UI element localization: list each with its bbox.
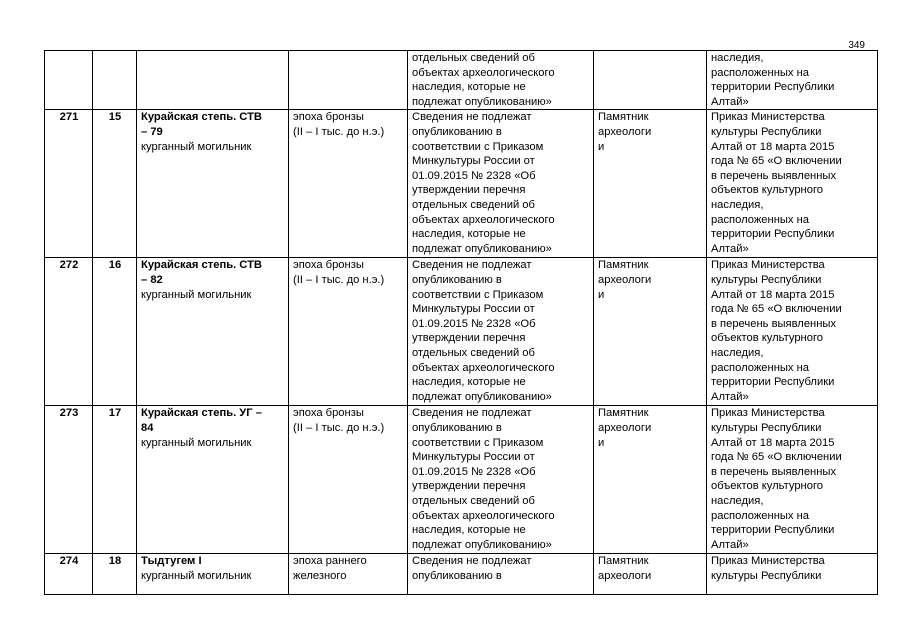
cell-address: отдельных сведений об объектах археологического наследия, которые не подлежат опубликованию»	[408, 51, 594, 110]
cell-ord: 17	[93, 406, 137, 554]
cell-no: 274	[45, 554, 93, 595]
cell-type: Памятник археологи и	[594, 406, 707, 554]
cell-name	[137, 51, 289, 110]
cell-name	[137, 110, 289, 258]
table-row	[45, 110, 878, 258]
monument-kind: курганный могильник	[141, 288, 252, 301]
monument-title: Курайская степь. СТВ – 79	[141, 111, 263, 138]
cell-address: Сведения не подлежат опубликованию в соответствии с Приказом Минкультуры России от 01.09.2015 № 2328 «Об утверждении перечня отдельных сведений об объектах археологического наследия, которые не подлежат опубликованию»	[408, 110, 594, 258]
page-number: 349	[848, 40, 865, 51]
cell-no: 271	[45, 110, 93, 258]
cell-address: Сведения не подлежат опубликованию в соответствии с Приказом Минкультуры России от 01.09.2015 № 2328 «Об утверждении перечня отдельных сведений об объектах археологического наследия, которые не подлежат опубликованию»	[408, 406, 594, 554]
table-row	[45, 406, 878, 554]
monument-kind: курганный могильник	[141, 569, 252, 582]
cell-name	[137, 406, 289, 554]
cell-type: Памятник археологи	[594, 554, 707, 595]
cell-no	[45, 51, 93, 110]
cell-dating	[289, 51, 408, 110]
heritage-registry-table	[44, 50, 878, 595]
cell-no: 272	[45, 258, 93, 406]
monument-kind: курганный могильник	[141, 140, 252, 153]
cell-document: наследия, расположенных на территории Республики Алтай»	[707, 51, 878, 110]
cell-ord: 16	[93, 258, 137, 406]
cell-ord: 15	[93, 110, 137, 258]
cell-address: Сведения не подлежат опубликованию в	[408, 554, 594, 595]
monument-title: Тыдтугем I	[141, 555, 202, 568]
cell-ord	[93, 51, 137, 110]
cell-document: Приказ Министерства культуры Республики Алтай от 18 марта 2015 года № 65 «О включении в перечень выявленных объектов культурного наследия, расположенных на территории Республики Алтай»	[707, 110, 878, 258]
monument-title: Курайская степь. СТВ – 82	[141, 259, 263, 286]
cell-dating: эпоха бронзы (II – I тыс. до н.э.)	[289, 258, 408, 406]
cell-dating: эпоха бронзы (II – I тыс. до н.э.)	[289, 406, 408, 554]
table-row	[45, 554, 878, 595]
monument-title: Курайская степь. УГ – 84	[141, 407, 262, 434]
cell-name	[137, 258, 289, 406]
cell-dating: эпоха бронзы (II – I тыс. до н.э.)	[289, 110, 408, 258]
cell-address: Сведения не подлежат опубликованию в соответствии с Приказом Минкультуры России от 01.09.2015 № 2328 «Об утверждении перечня отдельных сведений об объектах археологического наследия, которые не подлежат опубликованию»	[408, 258, 594, 406]
cell-document: Приказ Министерства культуры Республики Алтай от 18 марта 2015 года № 65 «О включении в перечень выявленных объектов культурного наследия, расположенных на территории Республики Алтай»	[707, 406, 878, 554]
cell-type: Памятник археологи и	[594, 258, 707, 406]
table-row-continuation	[45, 51, 878, 110]
cell-no: 273	[45, 406, 93, 554]
cell-type: Памятник археологи и	[594, 110, 707, 258]
table-row	[45, 258, 878, 406]
cell-type	[594, 51, 707, 110]
cell-document: Приказ Министерства культуры Республики Алтай от 18 марта 2015 года № 65 «О включении в перечень выявленных объектов культурного наследия, расположенных на территории Республики Алтай»	[707, 258, 878, 406]
monument-kind: курганный могильник	[141, 436, 252, 449]
cell-document: Приказ Министерства культуры Республики	[707, 554, 878, 595]
cell-ord: 18	[93, 554, 137, 595]
cell-name	[137, 554, 289, 595]
cell-dating: эпоха раннего железного	[289, 554, 408, 595]
